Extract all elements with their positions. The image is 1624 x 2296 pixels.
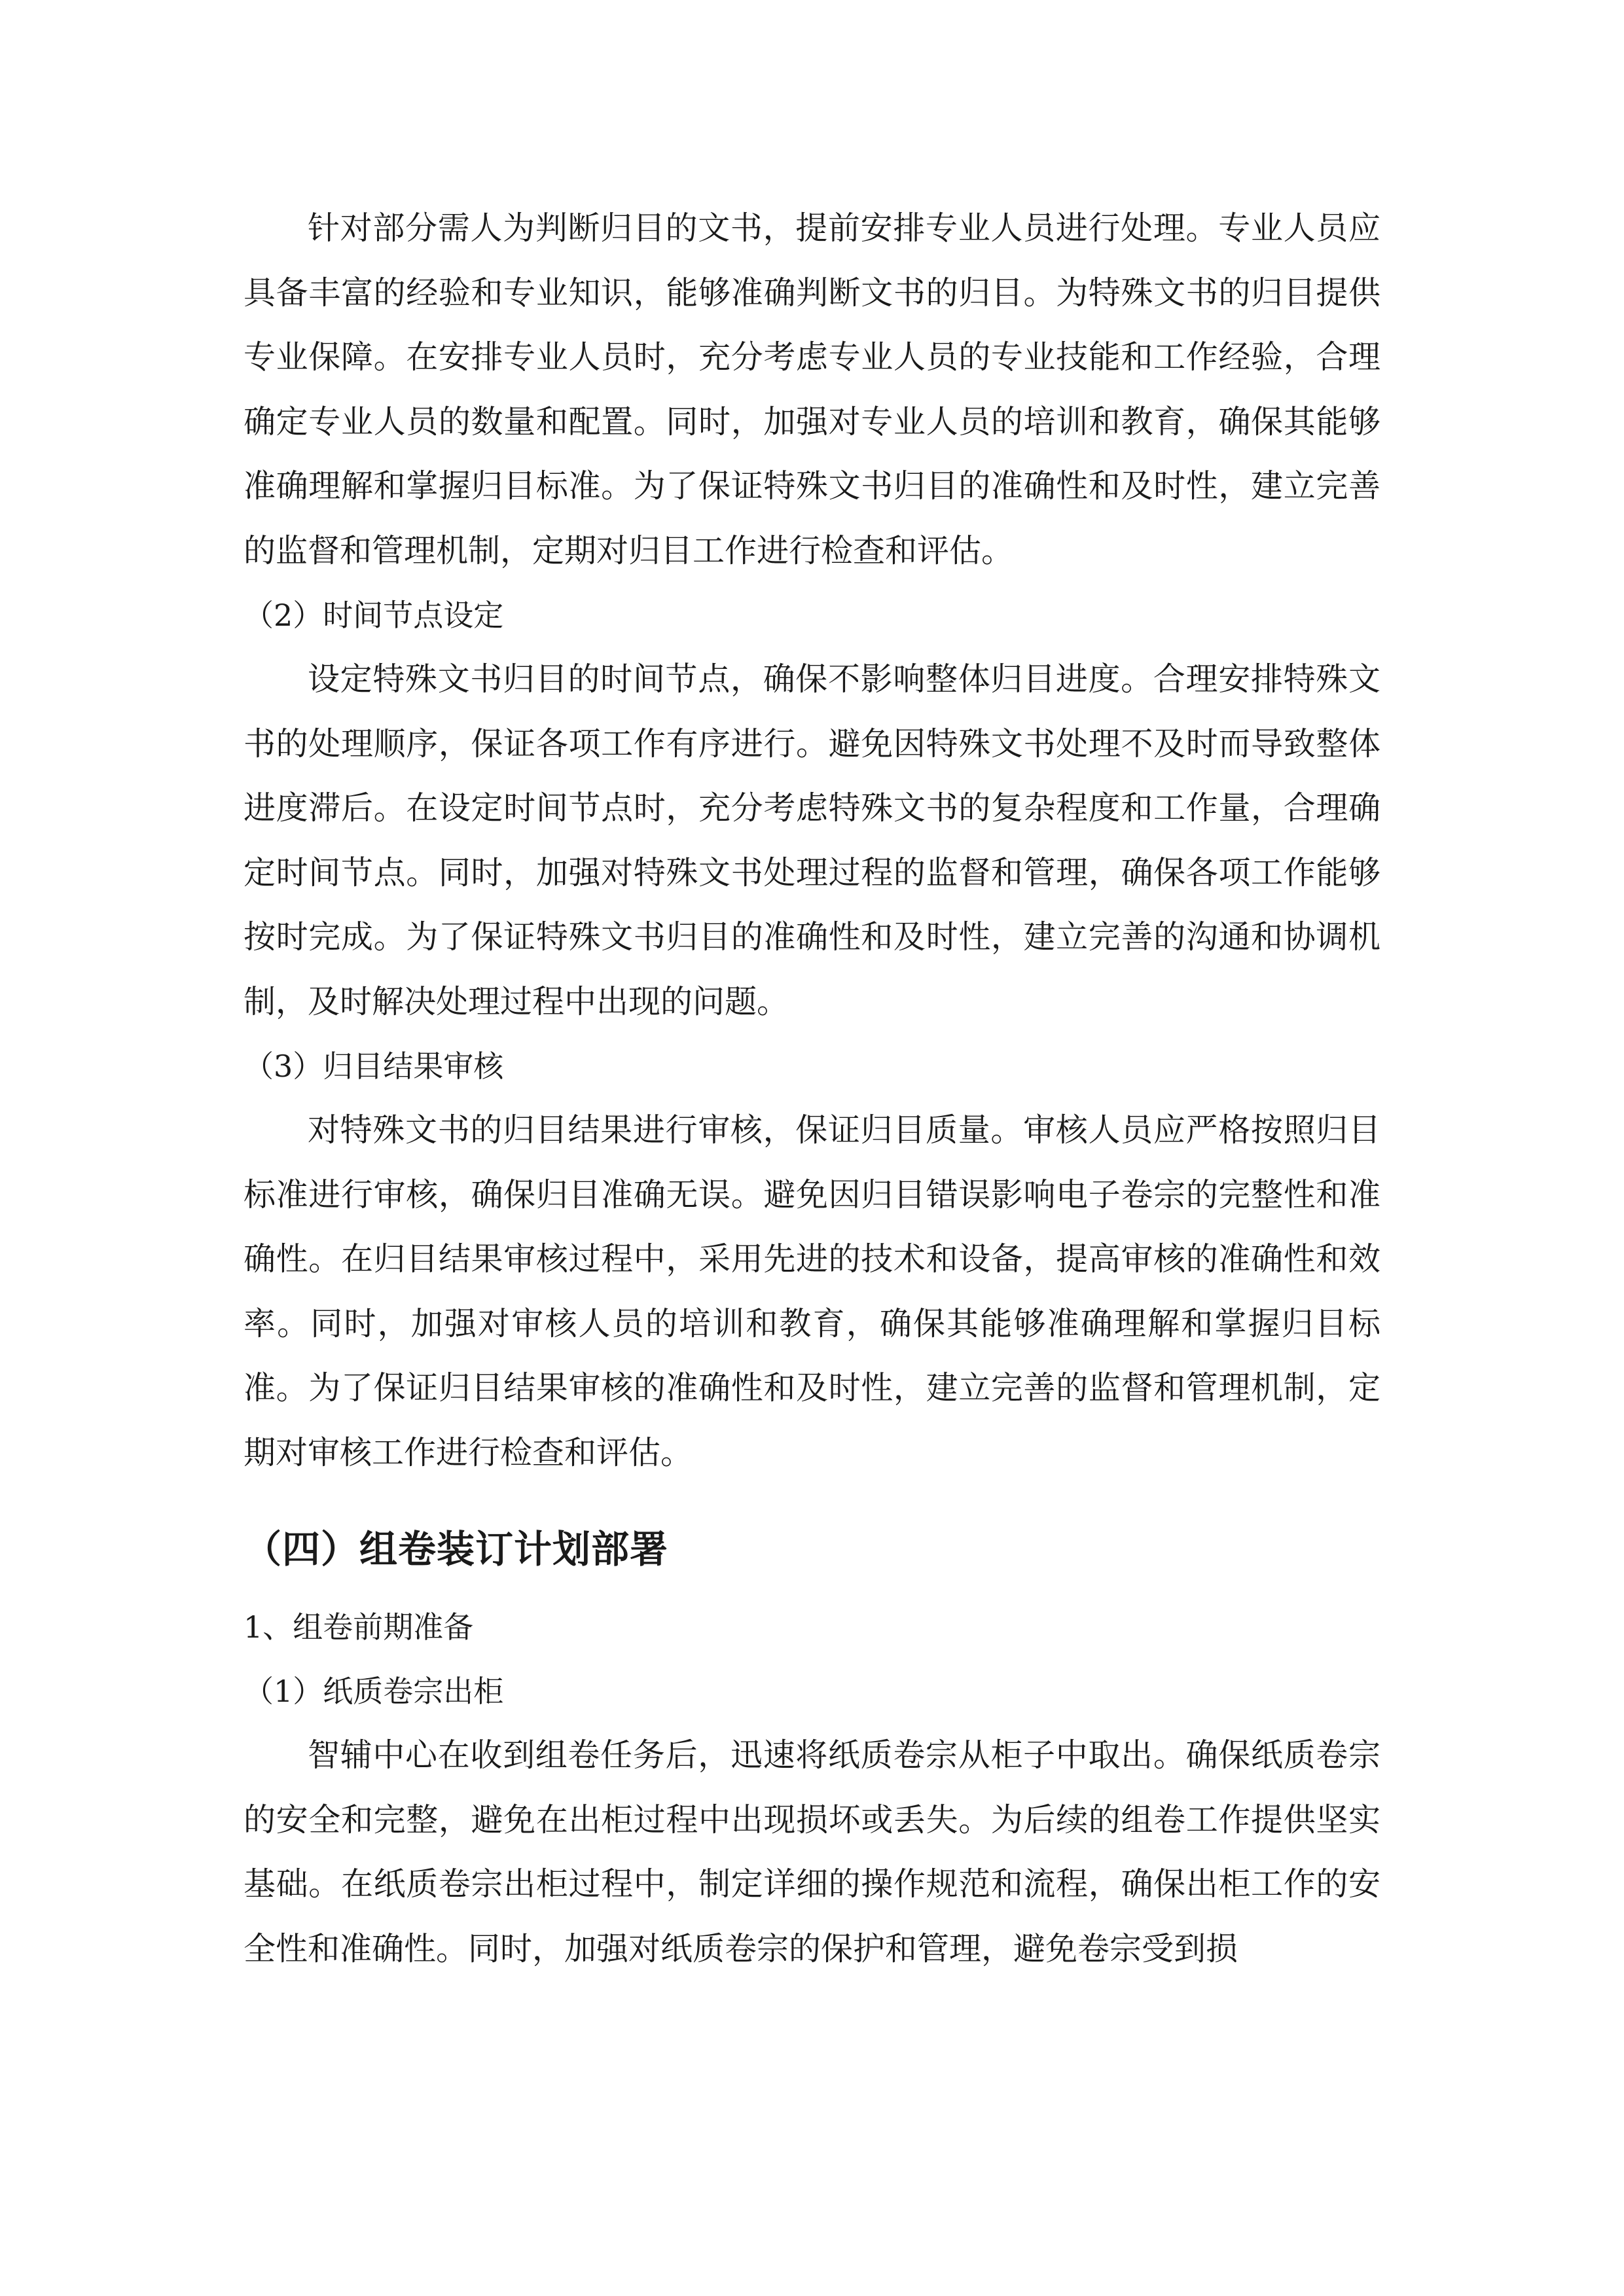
document-body [244,196,1380,1981]
subheading-paper-file-retrieval: （1）纸质卷宗出柜 [244,1674,504,1709]
heading-pre-assembly-preparation: 1、组卷前期准备 [244,1609,474,1645]
paragraph-time-node-setting: 设定特殊文书归目的时间节点，确保不影响整体归目进度。合理安排特殊文书的处理顺序，保证各项工作有序进行。避免因特殊文书处理不及时而导致整体进度滞后。在设定时间节点时，充分考虑特殊文书的复杂程度和工作量，合理确定时间节点。同时，加强对特殊文书处理过程的监督和管理，确保各项工作能够按时完成。为了保证特殊文书归目的准确性和及时性，建立完善的沟通和协调机制，及时解决处理过程中出现的问题。 [244,660,1380,1020]
section-heading-binding-plan: （四）组卷装订计划部署 [244,1527,669,1571]
subheading-classification-review: （3）归目结果审核 [244,1049,504,1084]
paragraph-paper-file-retrieval: 智辅中心在收到组卷任务后，迅速将纸质卷宗从柜子中取出。确保纸质卷宗的安全和完整，避免在出柜过程中出现损坏或丢失。为后续的组卷工作提供坚实基础。在纸质卷宗出柜过程中，制定详细的操作规范和流程，确保出柜工作的安全性和准确性。同时，加强对纸质卷宗的保护和管理，避免卷宗受到损 [244,1736,1380,1967]
paragraph-special-document-staffing: 针对部分需人为判断归目的文书，提前安排专业人员进行处理。专业人员应具备丰富的经验和专业知识，能够准确判断文书的归目。为特殊文书的归目提供专业保障。在安排专业人员时，充分考虑专业人员的专业技能和工作经验，合理确定专业人员的数量和配置。同时，加强对专业人员的培训和教育，确保其能够准确理解和掌握归目标准。为了保证特殊文书归目的准确性和及时性，建立完善的监督和管理机制，定期对归目工作进行检查和评估。 [244,209,1380,569]
paragraph-classification-review: 对特殊文书的归目结果进行审核，保证归目质量。审核人员应严格按照归目标准进行审核，确保归目准确无误。避免因归目错误影响电子卷宗的完整性和准确性。在归目结果审核过程中，采用先进的技术和设备，提高审核的准确性和效率。同时，加强对审核人员的培训和教育，确保其能够准确理解和掌握归目标准。为了保证归目结果审核的准确性和及时性，建立完善的监督和管理机制，定期对审核工作进行检查和评估。 [244,1111,1380,1471]
subheading-time-node-setting: （2）时间节点设定 [244,598,504,633]
